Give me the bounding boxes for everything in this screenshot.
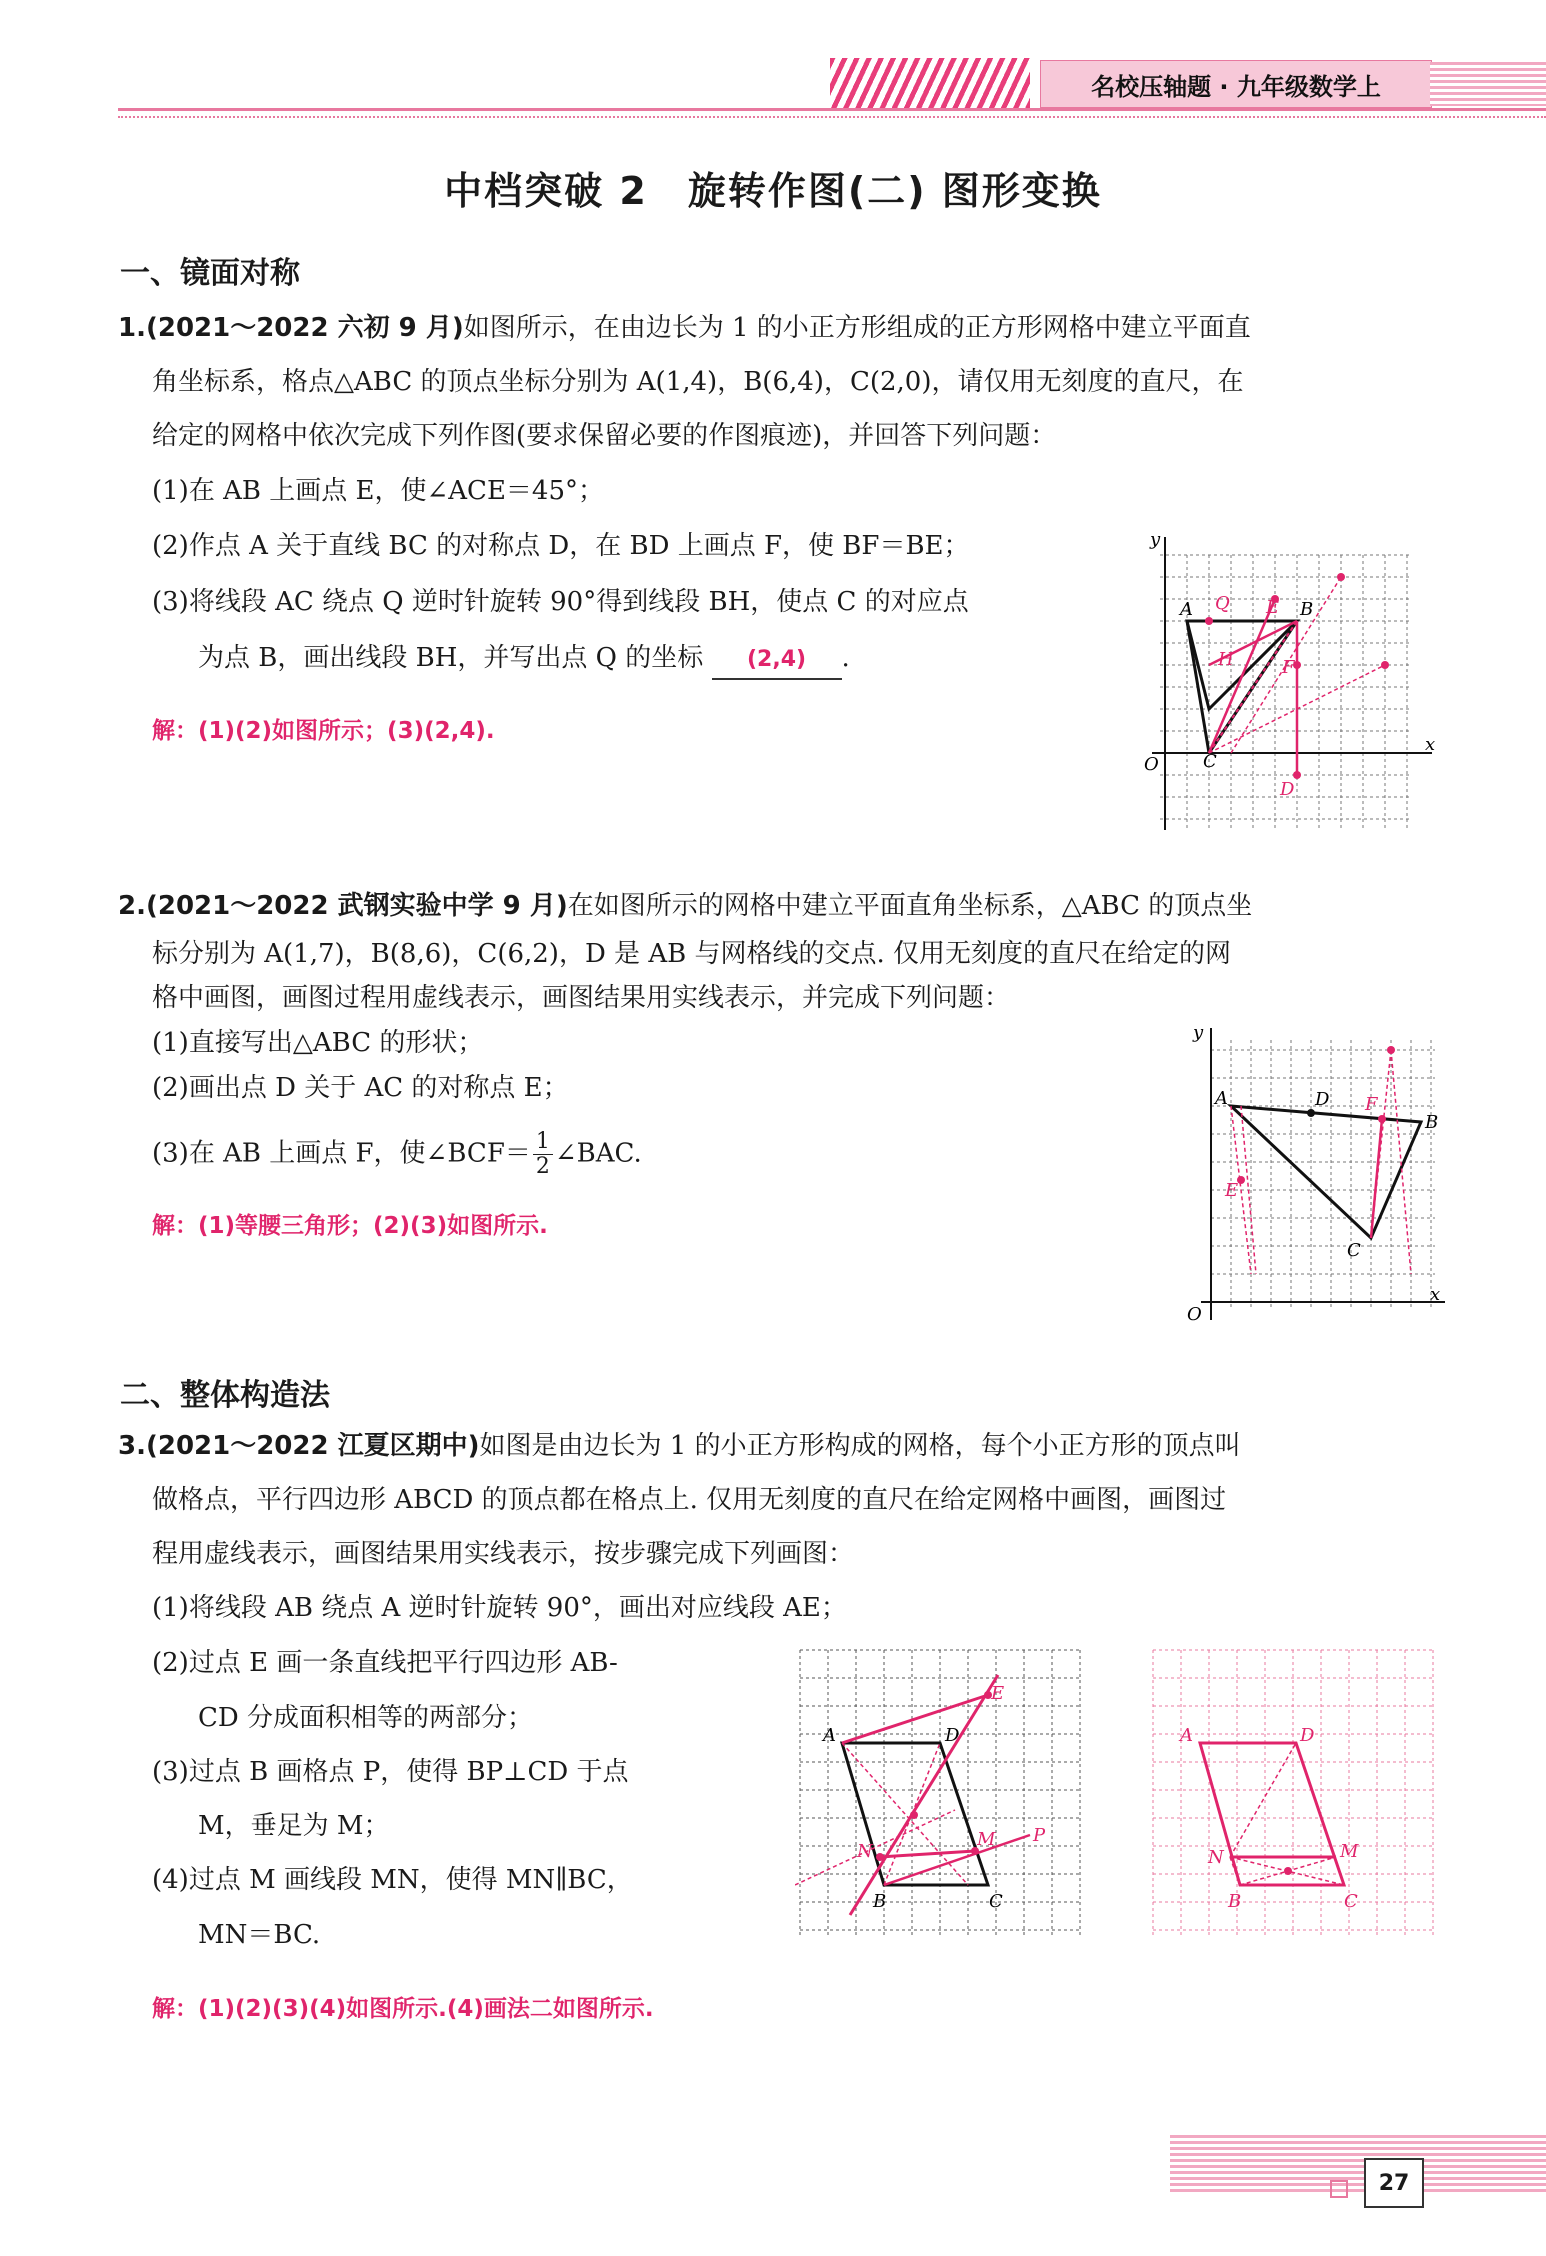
svg-text:C: C <box>1347 1240 1361 1261</box>
q3-part2-cont: CD 分成面积相等的两部分； <box>198 1703 534 1733</box>
header-decoration-right <box>1430 62 1546 106</box>
section-heading-mirror: 一、镜面对称 <box>120 256 300 291</box>
q2-part3-end: ∠BAC. <box>554 1138 642 1169</box>
q1-part2: (2)作点 A 关于直线 BC 的对称点 D，在 BD 上画点 F，使 BF＝BE； <box>152 531 970 561</box>
q2-number: 2. <box>118 891 146 921</box>
q3-part4: (4)过点 M 画线段 MN，使得 MN∥BC， <box>152 1865 633 1895</box>
figure-4-parallelogram-grid <box>1148 1645 1438 1940</box>
header-dotted-rule <box>118 116 1546 118</box>
fraction-denominator: 2 <box>535 1154 550 1179</box>
svg-text:D: D <box>1315 1089 1330 1110</box>
svg-text:H: H <box>1218 649 1234 670</box>
q3-source: (2021～2022 江夏区期中) <box>145 1431 480 1461</box>
svg-text:Q: Q <box>1215 593 1230 614</box>
q1-part3-text: 为点 B，画出线段 BH，并写出点 Q 的坐标 <box>198 643 704 673</box>
q2-text: 在如图所示的网格中建立平面直角坐标系，△ABC 的顶点坐 <box>567 891 1253 921</box>
header-rule <box>118 108 1546 111</box>
svg-text:N: N <box>1208 1847 1224 1868</box>
svg-text:A: A <box>1180 1725 1193 1746</box>
one-half-fraction <box>533 1130 553 1179</box>
section-heading-construction: 二、整体构造法 <box>120 1378 330 1413</box>
q3-solution: 解：(1)(2)(3)(4)如图所示.(4)画法二如图所示. <box>152 1996 654 2022</box>
svg-text:D: D <box>1280 779 1295 800</box>
q1-period: . <box>841 643 850 673</box>
q1-part3: (3)将线段 AC 绕点 Q 逆时针旋转 90°得到线段 BH，使点 C 的对应点 <box>152 587 969 617</box>
svg-text:O: O <box>1144 754 1159 775</box>
q1-text: 如图所示，在由边长为 1 的小正方形组成的正方形网格中建立平面直 <box>463 313 1251 343</box>
svg-text:C: C <box>1344 1891 1358 1912</box>
q1-line3: 给定的网格中依次完成下列作图(要求保留必要的作图痕迹)，并回答下列问题： <box>152 421 1057 451</box>
q2-line3: 格中画图，画图过程用虚线表示，画图结果用实线表示，并完成下列问题： <box>152 983 1011 1013</box>
q1-line2: 角坐标系，格点△ABC 的顶点坐标分别为 A(1,4)，B(6,4)，C(2,0)，请仅用无刻度的直尺，在 <box>152 367 1244 397</box>
footer-decoration <box>1170 2135 1546 2195</box>
svg-text:F: F <box>1365 1094 1378 1115</box>
svg-text:P: P <box>1033 1825 1046 1846</box>
svg-text:y: y <box>1193 1022 1204 1043</box>
svg-text:E: E <box>991 1683 1005 1704</box>
svg-text:D: D <box>945 1725 960 1746</box>
q2-part1: (1)直接写出△ABC 的形状； <box>152 1028 484 1058</box>
svg-text:C: C <box>989 1891 1003 1912</box>
svg-text:B: B <box>1425 1112 1439 1133</box>
svg-text:A: A <box>823 1725 836 1746</box>
svg-text:E: E <box>1266 597 1280 618</box>
q3-line1 <box>118 1428 1241 1464</box>
q1-part3-cont <box>198 640 850 680</box>
q3-text: 如图是由边长为 1 的小正方形构成的网格，每个小正方形的顶点叫 <box>479 1431 1241 1461</box>
q1-part1: (1)在 AB 上画点 E，使∠ACE＝45°； <box>152 476 605 506</box>
q2-line1 <box>118 888 1252 924</box>
q3-part1: (1)将线段 AB 绕点 A 逆时针旋转 90°，画出对应线段 AE； <box>152 1593 847 1623</box>
footer-square-icon <box>1330 2180 1348 2198</box>
svg-text:A: A <box>1180 599 1193 620</box>
figure-3-parallelogram-grid <box>795 1645 1085 1940</box>
svg-text:C: C <box>1203 751 1217 772</box>
q3-part3: (3)过点 B 画格点 P，使得 BP⊥CD 于点 <box>152 1757 629 1787</box>
q2-part2: (2)画出点 D 关于 AC 的对称点 E； <box>152 1073 569 1103</box>
q3-line3: 程用虚线表示，画图结果用实线表示，按步骤完成下列画图： <box>152 1539 855 1569</box>
svg-text:N: N <box>857 1841 873 1862</box>
svg-text:M: M <box>977 1829 996 1850</box>
figure-1-coordinate-grid <box>1140 525 1440 845</box>
q1-source: (2021～2022 六初 9 月) <box>145 313 464 343</box>
svg-text:x: x <box>1430 1284 1441 1305</box>
q2-part3-text: (3)在 AB 上画点 F，使∠BCF＝ <box>152 1138 531 1169</box>
svg-text:y: y <box>1150 529 1161 550</box>
series-title: 名校压轴题 · 九年级数学上 <box>1040 60 1432 108</box>
q2-solution: 解：(1)等腰三角形；(2)(3)如图所示. <box>152 1213 548 1239</box>
q2-part3 <box>152 1130 642 1179</box>
header-decoration <box>830 58 1030 108</box>
fraction-numerator: 1 <box>533 1130 553 1155</box>
svg-text:B: B <box>1228 1891 1242 1912</box>
svg-text:D: D <box>1300 1725 1315 1746</box>
q1-answer-blank: (2,4) <box>712 642 842 680</box>
q2-line2: 标分别为 A(1,7)，B(8,6)，C(6,2)，D 是 AB 与网格线的交点. 仅用无刻度的直尺在给定的网 <box>152 939 1232 969</box>
svg-text:M: M <box>1340 1841 1359 1862</box>
page-title: 中档突破 2 旋转作图(二) 图形变换 <box>444 169 1102 213</box>
q3-number: 3. <box>118 1431 146 1461</box>
q2-source: (2021～2022 武钢实验中学 9 月) <box>145 891 568 921</box>
page-number: 27 <box>1364 2158 1424 2208</box>
svg-text:B: B <box>873 1891 887 1912</box>
q1-line1 <box>118 310 1251 346</box>
svg-text:x: x <box>1425 734 1436 755</box>
q1-solution: 解：(1)(2)如图所示；(3)(2,4). <box>152 718 495 744</box>
svg-text:O: O <box>1187 1304 1202 1325</box>
q3-part4-cont: MN＝BC. <box>198 1920 321 1950</box>
svg-text:F: F <box>1282 657 1295 678</box>
svg-text:A: A <box>1215 1088 1228 1109</box>
svg-text:E: E <box>1225 1180 1239 1201</box>
svg-text:B: B <box>1300 599 1314 620</box>
q3-part2: (2)过点 E 画一条直线把平行四边形 AB- <box>152 1648 618 1678</box>
q3-part3-cont: M，垂足为 M； <box>198 1811 390 1841</box>
q1-number: 1. <box>118 313 146 343</box>
figure-2-coordinate-grid <box>1175 1020 1450 1325</box>
q3-line2: 做格点，平行四边形 ABCD 的顶点都在格点上. 仅用无刻度的直尺在给定网格中画图，画图过 <box>152 1485 1227 1515</box>
